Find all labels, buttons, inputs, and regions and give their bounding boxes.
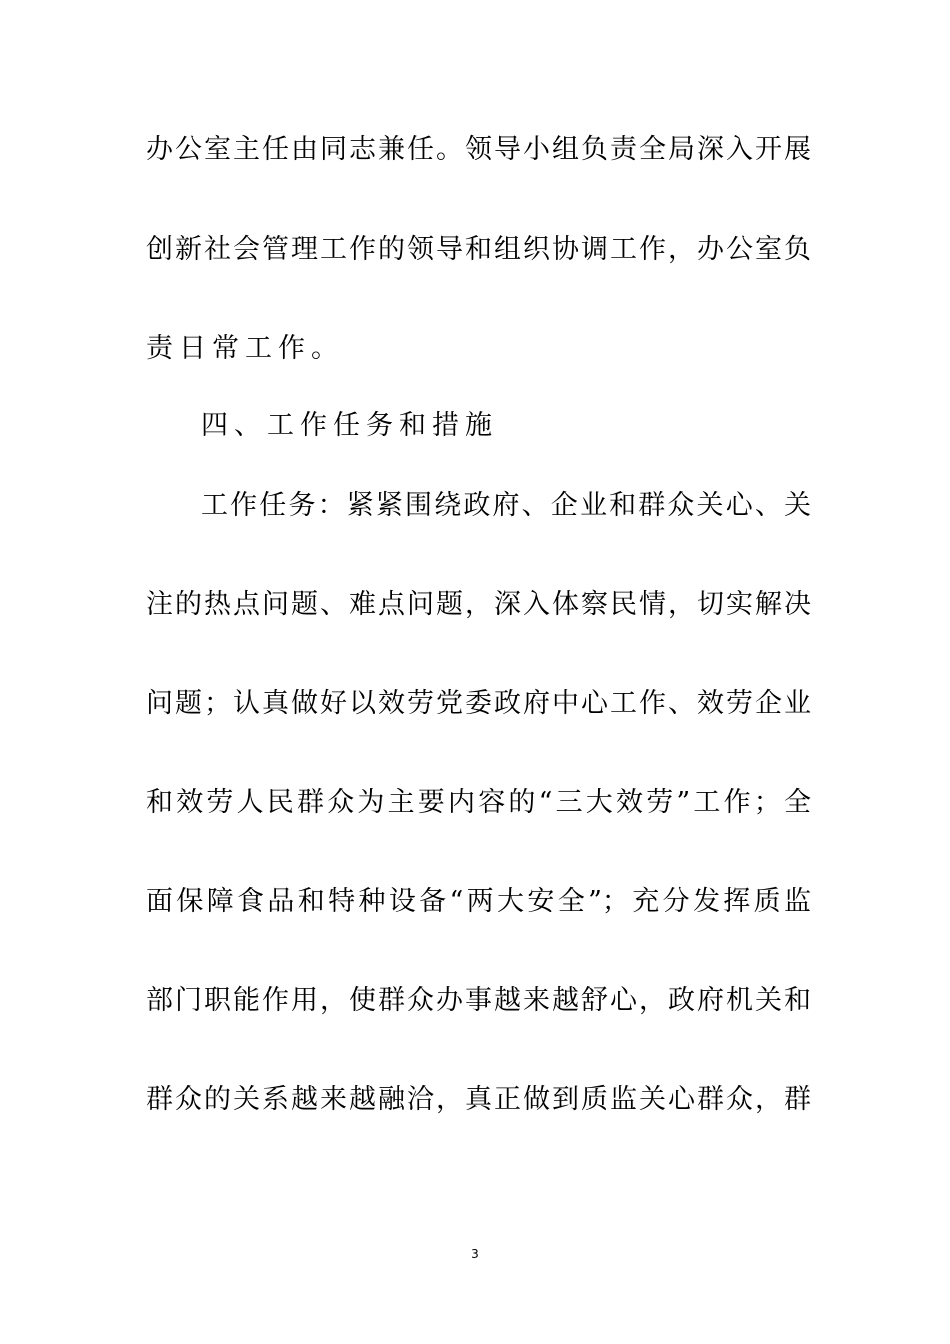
body-text-line: 和效劳人民群众为主要内容的“三大效劳”工作；全 <box>146 787 811 818</box>
body-text-line: 部门职能作用，使群众办事越来越舒心，政府机关和 <box>146 985 811 1016</box>
page-number: 3 <box>471 1247 479 1261</box>
body-text-line: 群众的关系越来越融洽，真正做到质监关心群众，群 <box>146 1084 811 1115</box>
body-text-line: 面保障食品和特种设备“两大安全”；充分发挥质监 <box>146 886 811 917</box>
section-heading: 四、工作任务和措施 <box>201 410 498 441</box>
body-text-line: 注的热点问题、难点问题，深入体察民情，切实解决 <box>146 589 811 620</box>
body-text-line: 工作任务：紧紧围绕政府、企业和群众关心、关 <box>201 490 811 521</box>
body-text-line: 责日常工作。 <box>146 333 344 364</box>
body-text-line: 办公室主任由同志兼任。领导小组负责全局深入开展 <box>146 134 811 165</box>
body-text-line: 创新社会管理工作的领导和组织协调工作，办公室负 <box>146 234 811 265</box>
body-text-line: 问题；认真做好以效劳党委政府中心工作、效劳企业 <box>146 688 811 719</box>
